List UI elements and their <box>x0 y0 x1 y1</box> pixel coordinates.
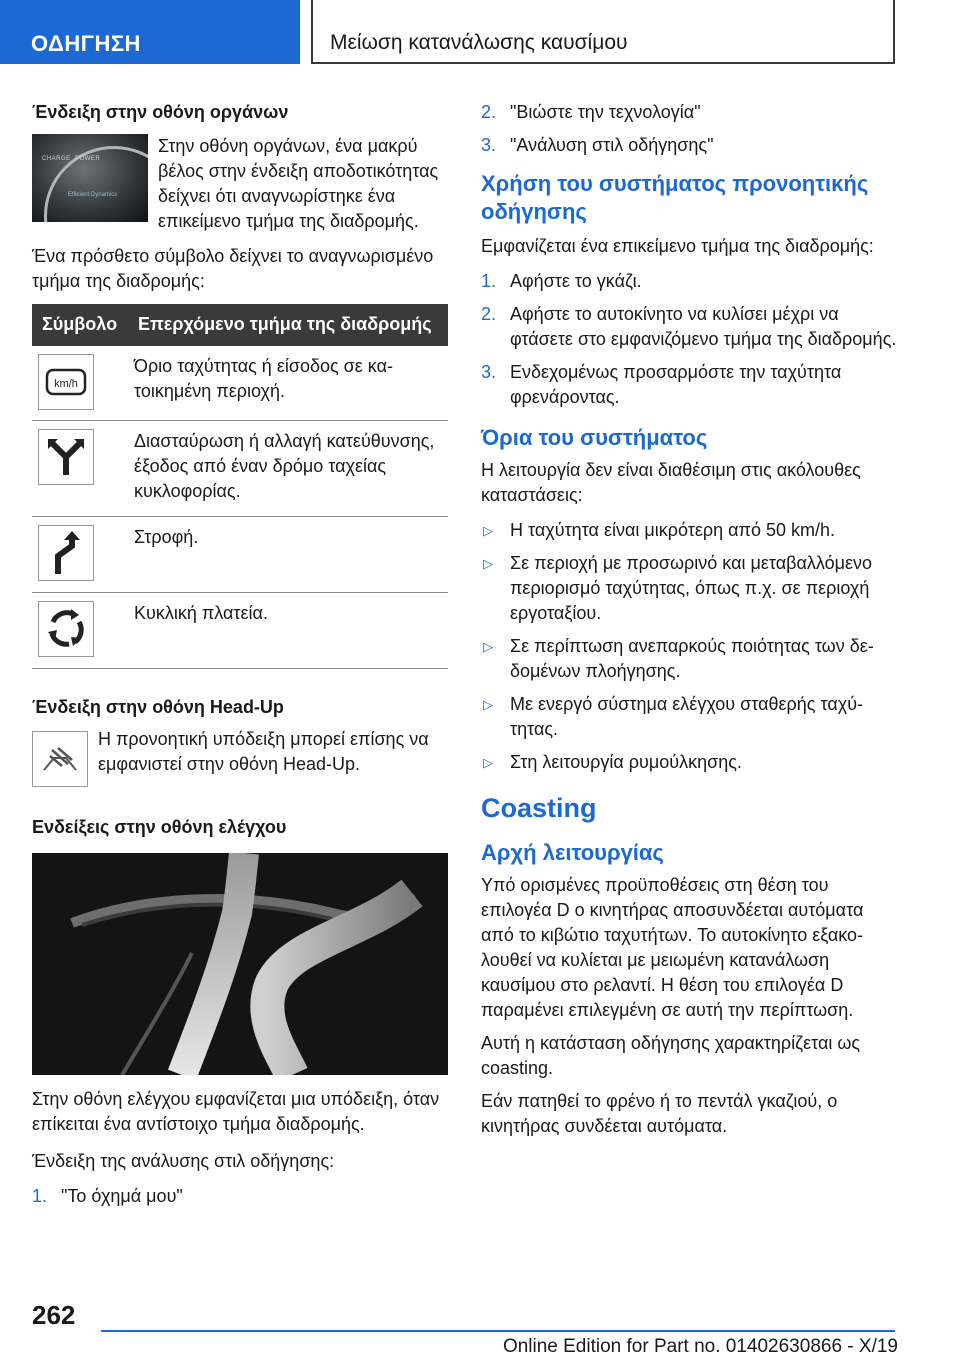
triangle-bullet-icon: ▷ <box>483 556 493 571</box>
symbol-table-header <box>32 304 448 346</box>
head-up-display-icon <box>32 731 88 787</box>
limit-text: Η ταχύτητα είναι μικρότερη από 50 km/h. <box>510 520 835 540</box>
analysis-intro: Ένδειξη της ανάλυσης στιλ οδήγησης: <box>32 1151 335 1171</box>
instrument-charge-label: CHARGE <box>42 156 71 162</box>
step-text: Ενδεχομένως προσαρμόστε την ταχύτητα φρενάροντας. <box>510 362 842 407</box>
table-row <box>32 593 448 669</box>
control-display-road-image <box>32 853 448 1075</box>
list-item <box>481 100 897 125</box>
row-text: Στροφή. <box>128 517 448 593</box>
table-row <box>32 421 448 517</box>
row-text: Όριο ταχύτητας ή είσοδος σε κατοικημένη περιοχή. <box>128 346 448 421</box>
limit-text: Με ενεργό σύστημα ελέγχου σταθερής ταχύτητας. <box>510 694 864 739</box>
limit-text: Σε περίπτωση ανεπαρκούς ποιότητας των δεδομένων πλοήγησης. <box>510 636 874 681</box>
row-text: Διασταύρωση ή αλλαγή κατεύθυνσης, έξοδος από έναν δρόμο ταχείας κυκλοφορίας. <box>128 421 448 517</box>
table-row <box>32 517 448 593</box>
limits-list <box>481 518 897 775</box>
triangle-bullet-icon: ▷ <box>483 697 493 712</box>
step-number: 2. <box>481 102 497 122</box>
coasting-title: Coasting <box>481 793 597 823</box>
limits-text: Η λειτουργία δεν είναι διαθέσιμη στις ακόλουθες καταστάσεις: <box>481 460 861 505</box>
list-item <box>481 692 897 742</box>
principle-p1: Υπό ορισμένες προϋποθέσεις στη θέση του επιλογέα D ο κινητήρας αποσυνδέεται αυτόματα από το κιβώτιο ταχυτήτων. Το αυτοκίνητο εξακολουθεί να κυλίεται με μειωμένη κατανάλωση καυσίμου στο ρελαντί. Η θέση του επιλογέα D παραμένει επιλεγμένη σε αυτή την περίπτωση. <box>481 875 864 1020</box>
row-text: Κυκλική πλατεία. <box>128 593 448 669</box>
limits-heading: Όρια του συστήματος <box>481 425 708 450</box>
step-text: Αφήστε το γκάζι. <box>510 271 642 291</box>
list-item <box>481 634 897 684</box>
symbol-col-header: Σύμβολο <box>32 304 128 346</box>
list-item <box>481 302 897 352</box>
use-steps <box>481 269 897 410</box>
page-number: 262 <box>32 1300 76 1330</box>
step-number: 1. <box>481 271 497 291</box>
use-text: Εμφανίζεται ένα επικείμενο τμήμα της διαδρομής: <box>481 236 874 256</box>
step-number: 2. <box>481 304 497 324</box>
use-heading: Χρήση του συστήματος προνοητικής οδήγησης <box>481 171 869 224</box>
control-text: Στην οθόνη ελέγχου εμφανίζεται μια υπόδειξη, όταν επίκειται ένα αντίστοιχο τμήμα διαδρομής. <box>32 1089 440 1134</box>
principle-heading: Αρχή λειτουργίας <box>481 840 664 865</box>
hud-heading: Ένδειξη στην οθόνη Head-Up <box>32 697 284 717</box>
speed-limit-icon <box>38 354 94 410</box>
step-number: 3. <box>481 362 497 382</box>
symbol-intro: Ένα πρόσθετο σύμβολο δείχνει το αναγνωρισμένο τμήμα της διαδρομής: <box>32 246 434 291</box>
symbol-table <box>32 304 448 669</box>
triangle-bullet-icon: ▷ <box>483 639 493 654</box>
triangle-bullet-icon: ▷ <box>483 523 493 538</box>
analysis-steps-right <box>481 100 897 158</box>
instrument-power-label: POWER <box>75 156 101 162</box>
list-item <box>481 551 897 626</box>
junction-icon <box>38 429 94 485</box>
instrument-heading: Ένδειξη στην οθόνη οργάνων <box>32 102 289 122</box>
list-item <box>32 1184 448 1209</box>
table-row <box>32 346 448 421</box>
principle-p2: Αυτή η κατάσταση οδήγησης χαρακτηρίζεται ως coasting. <box>481 1033 861 1078</box>
list-item <box>481 750 897 775</box>
instrument-block <box>32 134 448 234</box>
instrument-text: Στην οθόνη οργάνων, ένα μακρύ βέλος στην ένδειξη αποδοτικότητας δείχνει ότι αναγνωρίστηκε ένα επικείμενο τμήμα της διαδρομής. <box>158 136 439 231</box>
step-number: 3. <box>481 135 497 155</box>
roundabout-icon <box>38 601 94 657</box>
footer-edition: Online Edition for Part no. 01402630866 - X/19 <box>502 1336 898 1357</box>
list-item <box>481 360 897 410</box>
triangle-bullet-icon: ▷ <box>483 755 493 770</box>
hud-block <box>32 727 448 787</box>
step-text: "Βιώστε την τεχνολογία" <box>510 102 701 122</box>
step-text: Αφήστε το αυτοκίνητο να κυλίσει μέχρι να φτάσετε στο εμφανιζόμενο τμήμα της διαδρομής. <box>510 304 897 349</box>
instrument-cluster-image <box>32 134 148 222</box>
limit-text: Στη λειτουργία ρυμούλκησης. <box>510 752 742 772</box>
analysis-steps-left <box>32 1184 448 1209</box>
instrument-efficient-label: Efficient Dynamics <box>68 192 118 198</box>
footer-divider <box>101 1330 895 1332</box>
right-column <box>481 100 897 1139</box>
speed-limit-icon-text: km/h <box>54 378 78 390</box>
segment-col-header: Επερχόμενο τμήμα της διαδρομής <box>128 304 448 346</box>
list-item <box>481 133 897 158</box>
chapter-title: Μείωση κατανάλωσης καυσίμου <box>311 0 895 64</box>
left-column <box>32 100 448 1217</box>
control-heading: Ενδείξεις στην οθόνη ελέγχου <box>32 817 287 837</box>
limit-text: Σε περιοχή με προσωρινό και μεταβαλλόμενο περιορισμό ταχύτητας, όπως π.χ. σε περιοχή εργοταξίου. <box>510 553 873 623</box>
hud-text: Η προνοητική υπόδειξη μπορεί επίσης να εμφανιστεί στην οθόνη Head-Up. <box>98 729 429 774</box>
step-number: 1. <box>32 1186 48 1206</box>
list-item <box>481 269 897 294</box>
list-item <box>481 518 897 543</box>
turn-icon <box>38 525 94 581</box>
principle-p3: Εάν πατηθεί το φρένο ή το πεντάλ γκαζιού, ο κινητήρας συνδέεται αυτόματα. <box>481 1091 838 1136</box>
step-text: "Το όχημά μου" <box>61 1186 183 1206</box>
section-tab: ΟΔΗΓΗΣΗ <box>0 0 300 64</box>
step-text: "Ανάλυση στιλ οδήγησης" <box>510 135 714 155</box>
